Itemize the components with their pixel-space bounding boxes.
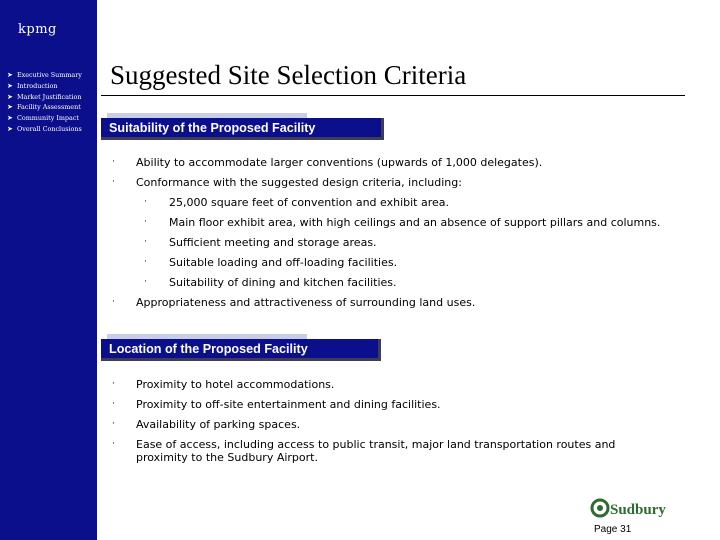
logo-dot	[597, 505, 603, 511]
list-item-text: Appropriateness and attractiveness of surrounding land uses.	[136, 296, 476, 309]
title-divider	[101, 95, 685, 96]
nav-item-introduction[interactable]	[7, 81, 82, 92]
bullet-icon: ·	[112, 379, 115, 389]
sidebar	[0, 0, 97, 540]
nav-item-label: Executive Summary	[17, 71, 82, 79]
section-heading: Suitability of the Proposed Facility	[109, 121, 316, 135]
nav-item-executive-summary[interactable]	[7, 70, 82, 81]
nav-item-label: Facility Assessment	[17, 103, 81, 112]
list-item-text: Sufficient meeting and storage areas.	[169, 236, 377, 249]
list-item	[110, 216, 700, 236]
bullet-icon: ·	[112, 439, 115, 449]
arrow-icon: ➤	[7, 114, 13, 123]
nav-item-label: Market Justification	[17, 92, 82, 101]
bullet-icon: ·	[112, 177, 115, 187]
sudbury-logo	[590, 497, 670, 519]
list-item-text: Suitability of dining and kitchen facilities.	[169, 276, 397, 289]
list-item	[110, 256, 700, 276]
list-item	[110, 196, 700, 216]
bullet-icon: ·	[112, 399, 115, 409]
list-item-text: Ease of access, including access to public transit, major land transportation routes and proximity to the Sudbury Airport.	[136, 438, 616, 464]
list-item	[110, 156, 700, 176]
nav-item-facility-assessment[interactable]	[7, 102, 82, 113]
location-list	[110, 378, 700, 472]
list-item-text: Proximity to hotel accommodations.	[136, 378, 335, 391]
section-heading: Location of the Proposed Facility	[109, 342, 308, 356]
nav-list	[7, 70, 82, 135]
bullet-icon: ·	[144, 257, 147, 267]
nav-item-market-justification[interactable]	[7, 92, 82, 103]
list-item	[110, 176, 700, 196]
bullet-icon: ·	[144, 237, 147, 247]
bullet-icon: ·	[144, 217, 147, 227]
list-item-text: Proximity to off-site entertainment and dining facilities.	[136, 398, 441, 411]
section-header-box	[101, 339, 381, 361]
list-item	[110, 296, 700, 316]
bullet-icon: ·	[144, 277, 147, 287]
list-item	[110, 378, 700, 398]
list-item	[110, 276, 700, 296]
list-item	[110, 438, 700, 472]
nav-item-label: Overall Conclusions	[17, 124, 82, 133]
list-item	[110, 398, 700, 418]
section-header-box	[101, 118, 384, 140]
arrow-icon: ➤	[7, 81, 13, 90]
suitability-list	[110, 156, 700, 316]
list-item	[110, 236, 700, 256]
list-item-text: Ability to accommodate larger conventions (upwards of 1,000 delegates).	[136, 156, 543, 169]
list-item-text: 25,000 square feet of convention and exhibit area.	[169, 196, 450, 209]
list-item-text: Main floor exhibit area, with high ceilings and an absence of support pillars and columns.	[169, 216, 661, 229]
arrow-icon: ➤	[7, 71, 13, 79]
nav-item-overall-conclusions[interactable]	[7, 124, 82, 135]
brand-logo: kpmg	[18, 22, 57, 37]
nav-item-community-impact[interactable]	[7, 113, 82, 124]
list-item-text: Suitable loading and off-loading facilities.	[169, 256, 398, 269]
section-header-location	[101, 339, 381, 361]
bullet-icon: ·	[112, 419, 115, 429]
list-item	[110, 418, 700, 438]
list-item-text: Availability of parking spaces.	[136, 418, 301, 431]
page-title: Suggested Site Selection Criteria	[110, 60, 467, 90]
arrow-icon: ➤	[7, 92, 13, 101]
nav-item-label: Introduction	[17, 81, 58, 90]
arrow-icon: ➤	[7, 124, 13, 133]
bullet-icon: ·	[112, 157, 115, 167]
page-number: Page 31	[594, 524, 632, 535]
section-header-suitability	[101, 118, 384, 140]
list-item-text: Conformance with the suggested design criteria, including:	[136, 176, 462, 189]
nav-item-label: Community Impact	[17, 114, 79, 123]
arrow-icon: ➤	[7, 103, 13, 112]
bullet-icon: ·	[112, 297, 115, 307]
bullet-icon: ·	[144, 197, 147, 207]
logo-text: Sudbury	[610, 502, 666, 518]
